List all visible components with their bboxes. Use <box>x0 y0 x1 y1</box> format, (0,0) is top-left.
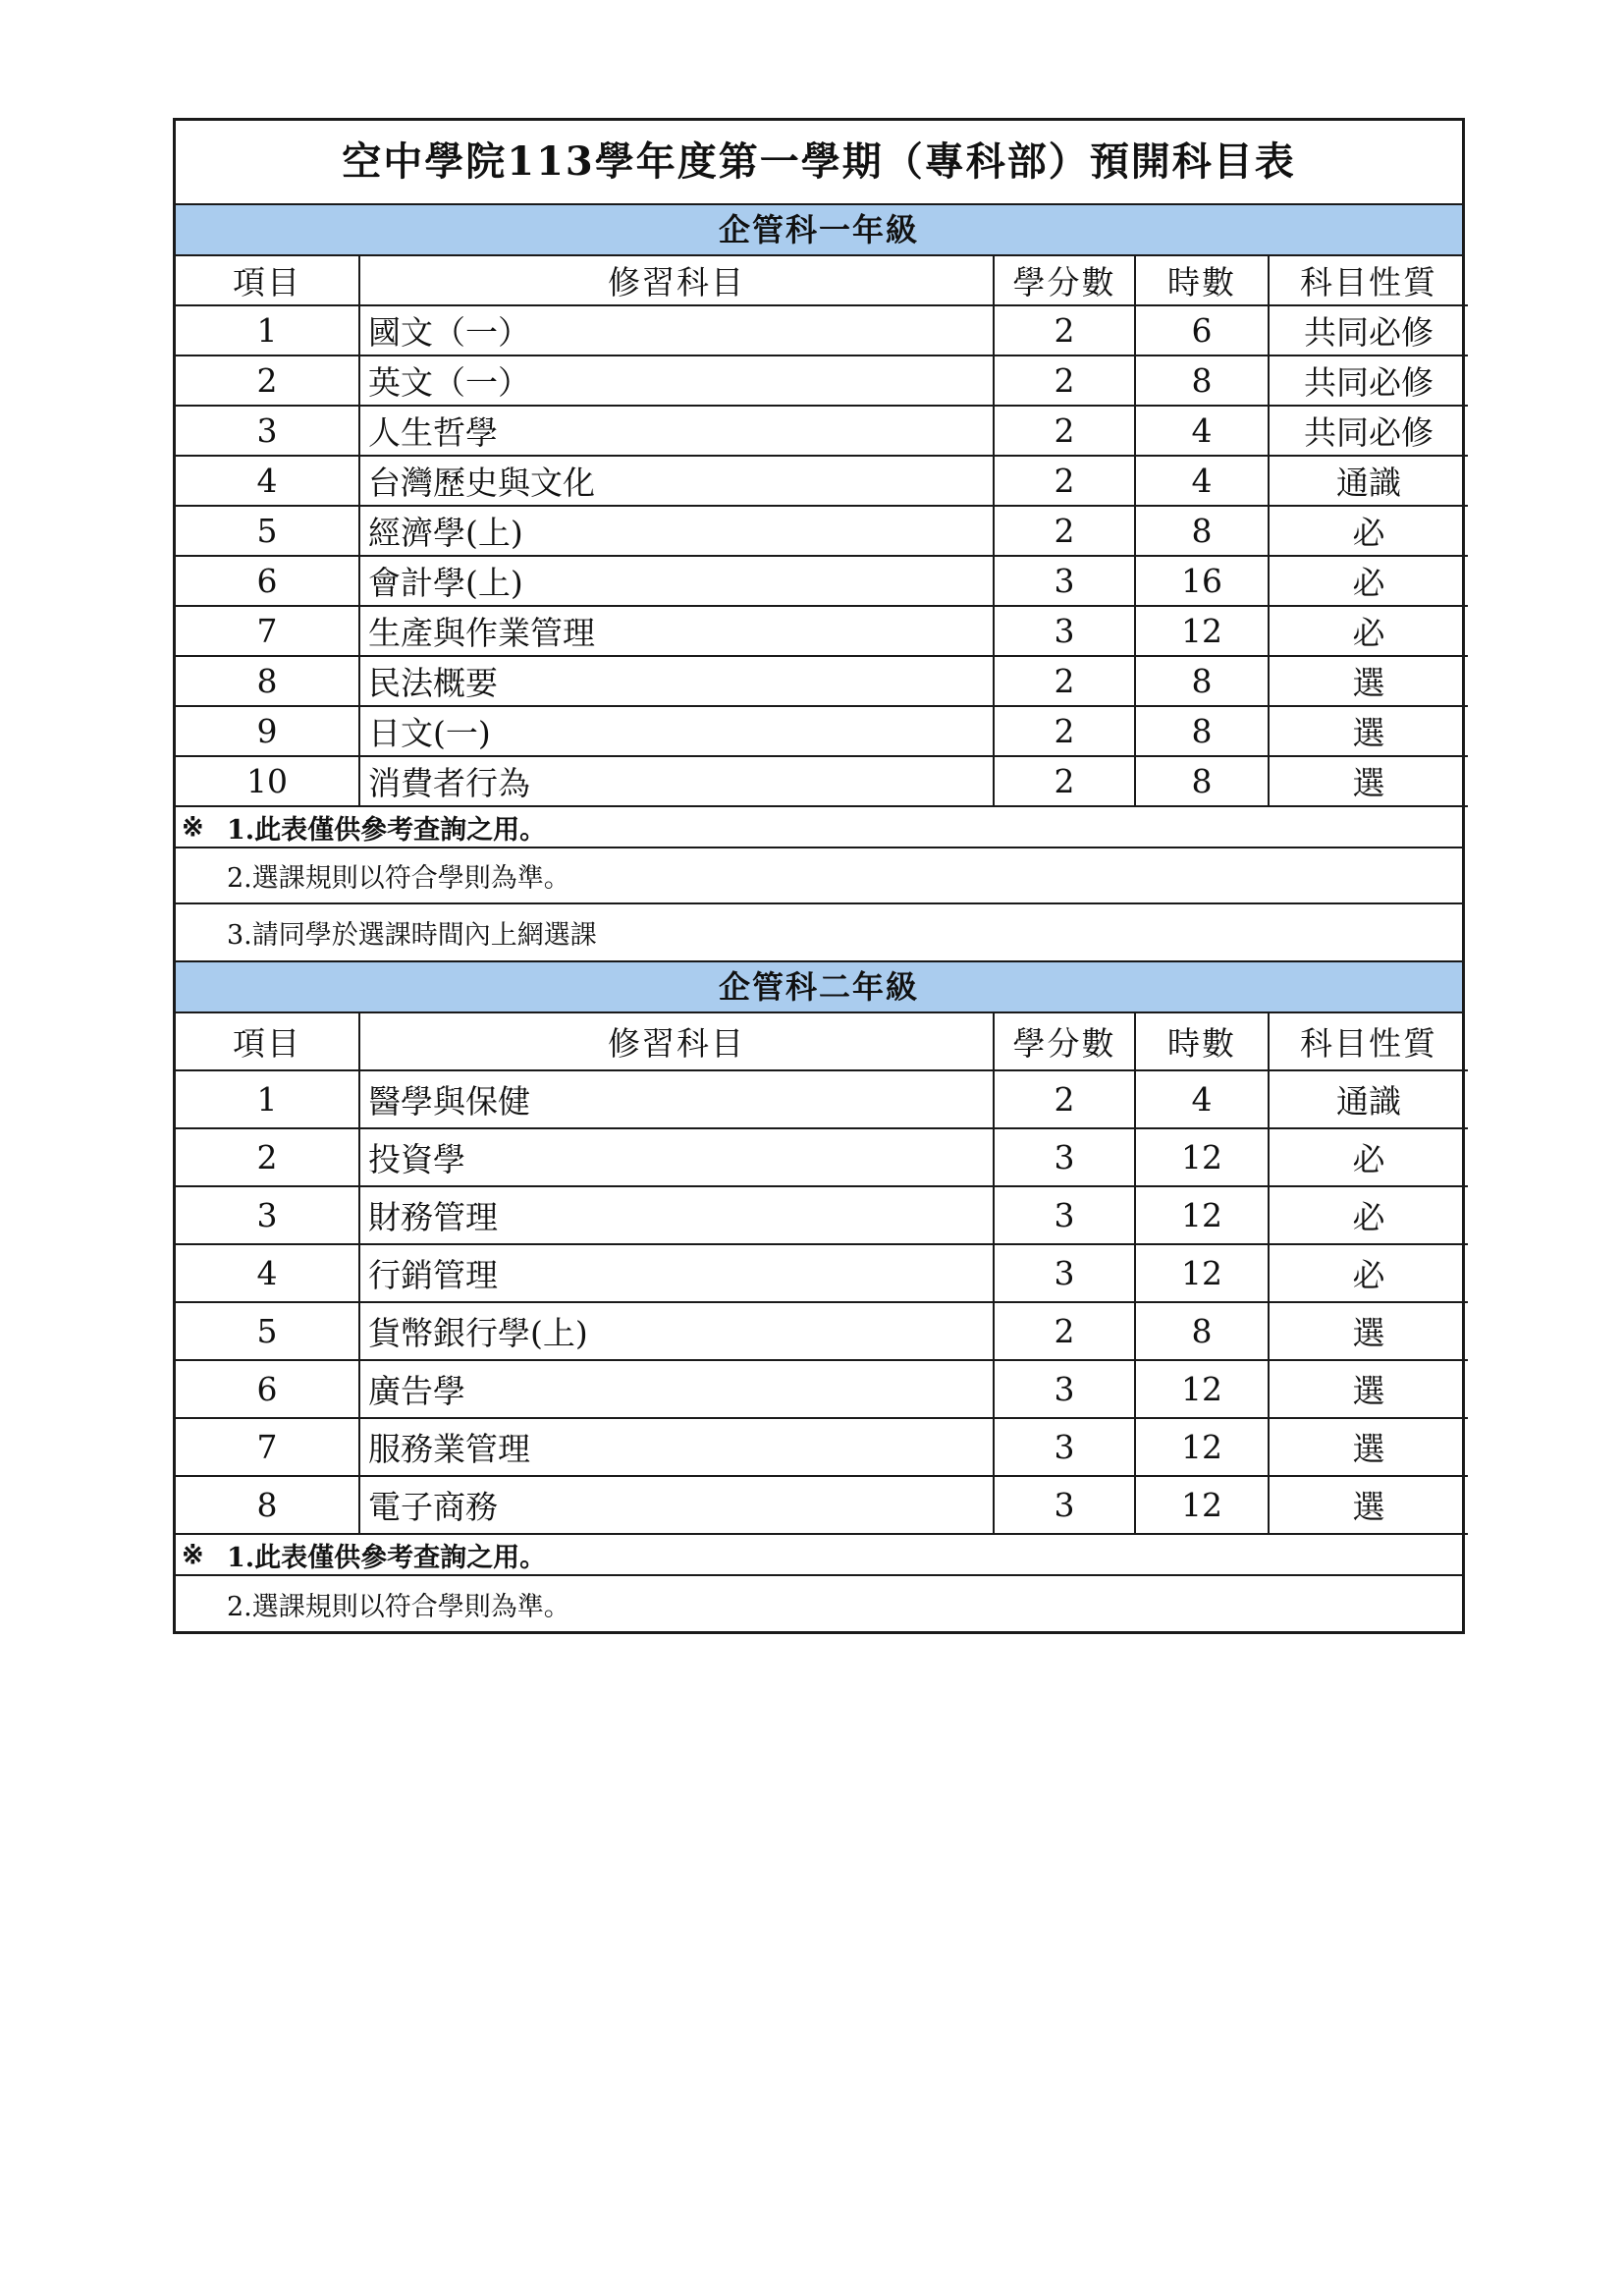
cell-course-name: 人生哲學 <box>359 406 994 456</box>
cell-hours: 8 <box>1135 706 1269 756</box>
cell-course-name: 投資學 <box>359 1128 994 1186</box>
cell-credits: 3 <box>994 556 1135 606</box>
cell-item-no: 4 <box>176 456 359 506</box>
cell-hours: 12 <box>1135 1244 1269 1302</box>
note-text: 1.此表僅供參考查詢之用。 <box>227 814 547 846</box>
table-header-row <box>176 256 1468 305</box>
cell-course-type: 必 <box>1269 1186 1468 1244</box>
cell-course-type: 通識 <box>1269 1070 1468 1128</box>
note-text: 3.請同學於選課時間內上網選課 <box>227 920 597 951</box>
cell-hours: 12 <box>1135 1418 1269 1476</box>
cell-credits: 2 <box>994 406 1135 456</box>
table-row <box>176 706 1468 756</box>
cell-course-name: 台灣歷史與文化 <box>359 456 994 506</box>
cell-credits: 2 <box>994 706 1135 756</box>
cell-course-name: 電子商務 <box>359 1476 994 1534</box>
cell-course-name: 消費者行為 <box>359 756 994 806</box>
cell-item-no: 10 <box>176 756 359 806</box>
cell-course-type: 必 <box>1269 1128 1468 1186</box>
section-heading: 企管科二年級 <box>176 960 1462 1013</box>
cell-hours: 4 <box>1135 456 1269 506</box>
cell-item-no: 4 <box>176 1244 359 1302</box>
note-line <box>176 1535 1462 1576</box>
table-row <box>176 355 1468 406</box>
cell-credits: 3 <box>994 606 1135 656</box>
cell-course-name: 會計學(上) <box>359 556 994 606</box>
cell-course-name: 服務業管理 <box>359 1418 994 1476</box>
cell-credits: 2 <box>994 656 1135 706</box>
header-hours: 時數 <box>1135 1013 1269 1070</box>
course-list-document <box>173 118 1465 1634</box>
note-line <box>176 848 1462 904</box>
cell-course-name: 日文(一) <box>359 706 994 756</box>
note-mark: ※ <box>182 811 204 843</box>
course-table <box>176 256 1468 807</box>
note-line <box>176 807 1462 848</box>
cell-item-no: 3 <box>176 406 359 456</box>
course-table <box>176 1013 1468 1535</box>
table-row <box>176 1244 1468 1302</box>
cell-course-type: 選 <box>1269 1360 1468 1418</box>
cell-course-type: 選 <box>1269 1476 1468 1534</box>
table-row <box>176 506 1468 556</box>
cell-course-type: 必 <box>1269 1244 1468 1302</box>
table-row <box>176 1360 1468 1418</box>
table-row <box>176 556 1468 606</box>
cell-hours: 12 <box>1135 1360 1269 1418</box>
cell-hours: 12 <box>1135 1186 1269 1244</box>
table-row <box>176 1070 1468 1128</box>
cell-item-no: 2 <box>176 355 359 406</box>
cell-hours: 8 <box>1135 506 1269 556</box>
cell-item-no: 1 <box>176 1070 359 1128</box>
note-text: 1.此表僅供參考查詢之用。 <box>227 1542 547 1573</box>
cell-item-no: 6 <box>176 1360 359 1418</box>
cell-item-no: 8 <box>176 1476 359 1534</box>
cell-credits: 3 <box>994 1476 1135 1534</box>
cell-hours: 4 <box>1135 1070 1269 1128</box>
table-row <box>176 1418 1468 1476</box>
cell-course-type: 選 <box>1269 1418 1468 1476</box>
cell-course-type: 必 <box>1269 506 1468 556</box>
section-grade-2 <box>176 960 1462 1631</box>
cell-hours: 8 <box>1135 1302 1269 1360</box>
cell-course-name: 經濟學(上) <box>359 506 994 556</box>
cell-credits: 2 <box>994 1302 1135 1360</box>
header-credits: 學分數 <box>994 1013 1135 1070</box>
note-mark: ※ <box>182 1539 204 1570</box>
cell-course-type: 共同必修 <box>1269 305 1468 355</box>
header-course: 修習科目 <box>359 1013 994 1070</box>
cell-hours: 12 <box>1135 1128 1269 1186</box>
table-row <box>176 1302 1468 1360</box>
cell-course-type: 必 <box>1269 606 1468 656</box>
cell-credits: 3 <box>994 1186 1135 1244</box>
table-row <box>176 1186 1468 1244</box>
cell-course-name: 廣告學 <box>359 1360 994 1418</box>
note-text: 2.選課規則以符合學則為準。 <box>227 1591 570 1622</box>
table-row <box>176 606 1468 656</box>
header-type: 科目性質 <box>1269 256 1468 305</box>
cell-item-no: 7 <box>176 1418 359 1476</box>
note-line <box>176 904 1462 960</box>
cell-course-name: 財務管理 <box>359 1186 994 1244</box>
cell-course-type: 共同必修 <box>1269 406 1468 456</box>
header-type: 科目性質 <box>1269 1013 1468 1070</box>
cell-hours: 8 <box>1135 756 1269 806</box>
table-row <box>176 1476 1468 1534</box>
cell-course-name: 貨幣銀行學(上) <box>359 1302 994 1360</box>
cell-item-no: 2 <box>176 1128 359 1186</box>
cell-item-no: 3 <box>176 1186 359 1244</box>
table-row <box>176 1128 1468 1186</box>
cell-credits: 3 <box>994 1128 1135 1186</box>
cell-credits: 3 <box>994 1418 1135 1476</box>
cell-credits: 2 <box>994 305 1135 355</box>
cell-course-type: 必 <box>1269 556 1468 606</box>
header-item: 項目 <box>176 1013 359 1070</box>
cell-course-name: 生產與作業管理 <box>359 606 994 656</box>
cell-course-name: 民法概要 <box>359 656 994 706</box>
cell-credits: 3 <box>994 1360 1135 1418</box>
header-course: 修習科目 <box>359 256 994 305</box>
cell-credits: 3 <box>994 1244 1135 1302</box>
cell-course-type: 選 <box>1269 756 1468 806</box>
cell-course-type: 選 <box>1269 706 1468 756</box>
cell-item-no: 1 <box>176 305 359 355</box>
cell-hours: 8 <box>1135 355 1269 406</box>
cell-credits: 2 <box>994 506 1135 556</box>
table-header-row <box>176 1013 1468 1070</box>
cell-course-type: 選 <box>1269 656 1468 706</box>
cell-credits: 2 <box>994 355 1135 406</box>
table-row <box>176 756 1468 806</box>
cell-item-no: 5 <box>176 1302 359 1360</box>
cell-item-no: 7 <box>176 606 359 656</box>
cell-item-no: 6 <box>176 556 359 606</box>
cell-hours: 12 <box>1135 606 1269 656</box>
cell-hours: 6 <box>1135 305 1269 355</box>
cell-credits: 2 <box>994 1070 1135 1128</box>
table-row <box>176 456 1468 506</box>
table-row <box>176 656 1468 706</box>
header-item: 項目 <box>176 256 359 305</box>
cell-course-name: 醫學與保健 <box>359 1070 994 1128</box>
cell-item-no: 8 <box>176 656 359 706</box>
cell-hours: 4 <box>1135 406 1269 456</box>
note-line <box>176 1576 1462 1631</box>
section-grade-1 <box>176 205 1462 960</box>
header-credits: 學分數 <box>994 256 1135 305</box>
cell-course-type: 通識 <box>1269 456 1468 506</box>
cell-hours: 16 <box>1135 556 1269 606</box>
cell-hours: 8 <box>1135 656 1269 706</box>
cell-item-no: 9 <box>176 706 359 756</box>
cell-credits: 2 <box>994 456 1135 506</box>
section-heading: 企管科一年級 <box>176 205 1462 256</box>
note-text: 2.選課規則以符合學則為準。 <box>227 863 570 894</box>
cell-course-type: 共同必修 <box>1269 355 1468 406</box>
cell-item-no: 5 <box>176 506 359 556</box>
table-row <box>176 406 1468 456</box>
cell-course-name: 英文（一） <box>359 355 994 406</box>
header-hours: 時數 <box>1135 256 1269 305</box>
document-title: 空中學院113學年度第一學期（專科部）預開科目表 <box>176 121 1462 205</box>
cell-credits: 2 <box>994 756 1135 806</box>
cell-course-type: 選 <box>1269 1302 1468 1360</box>
cell-course-name: 國文（一） <box>359 305 994 355</box>
cell-course-name: 行銷管理 <box>359 1244 994 1302</box>
cell-hours: 12 <box>1135 1476 1269 1534</box>
table-row <box>176 305 1468 355</box>
